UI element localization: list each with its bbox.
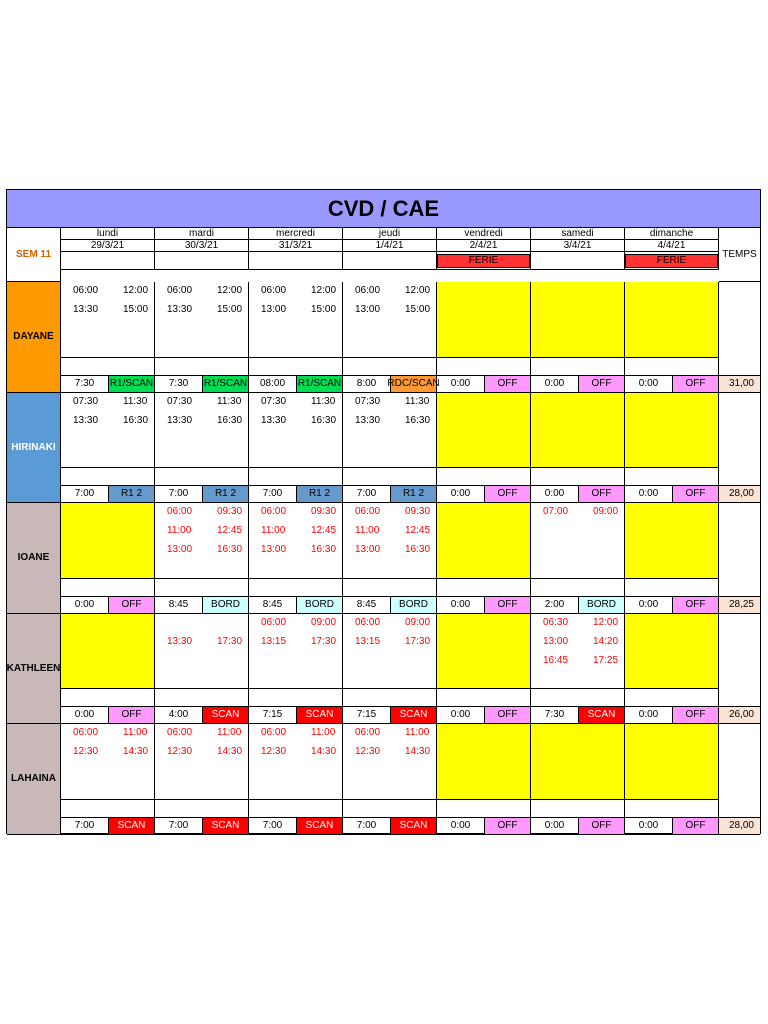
shift-end: 16:30	[123, 415, 149, 426]
day-note-cell	[531, 252, 625, 270]
spacer-cell	[155, 799, 249, 817]
day-date: 2/4/21	[437, 240, 531, 252]
day-note-cell	[343, 252, 437, 270]
spacer-cell	[61, 357, 155, 375]
shift-code: BORD	[202, 596, 249, 614]
spacer-cell	[437, 799, 531, 817]
day-name: lundi	[61, 228, 155, 240]
shift-end: 11:00	[123, 727, 148, 738]
shift-code: R1 2	[296, 485, 343, 503]
shift-cell	[61, 393, 155, 467]
hours-value: 7:30	[155, 375, 202, 393]
shift-end: 12:00	[123, 285, 149, 296]
day-note-cell	[625, 252, 719, 270]
hours-value: 0:00	[531, 485, 578, 503]
spacer-cell	[437, 467, 531, 485]
shift-code: R1 2	[108, 485, 155, 503]
hours-value: 8:00	[343, 375, 390, 393]
shift-end: 16:30	[311, 415, 337, 426]
hours-value: 0:00	[437, 375, 484, 393]
hours-value: 7:00	[61, 817, 108, 835]
hours-value: 0:00	[625, 706, 672, 724]
shift-start: 11:00	[167, 525, 192, 536]
shift-end: 11:00	[311, 727, 336, 738]
shift-cell	[249, 503, 343, 578]
hours-value: 0:00	[625, 817, 672, 835]
shift-start: 06:30	[543, 617, 569, 628]
shift-start: 06:00	[355, 727, 381, 738]
hours-value: 7:00	[343, 485, 390, 503]
shift-start: 13:00	[355, 304, 381, 315]
shift-end: 11:30	[123, 396, 148, 407]
shift-code: OFF	[578, 485, 625, 503]
shift-end: 12:45	[217, 525, 243, 536]
spacer-cell	[531, 578, 625, 596]
shift-start: 06:00	[167, 506, 193, 517]
shift-end: 09:00	[405, 617, 431, 628]
shift-start: 06:00	[355, 617, 381, 628]
spacer-cell	[249, 467, 343, 485]
shift-code: R1 2	[202, 485, 249, 503]
day-note-cell	[61, 252, 155, 270]
shift-code: OFF	[484, 817, 531, 835]
shift-cell	[437, 614, 531, 688]
holiday-badge: FERIE	[437, 254, 530, 268]
temps-blank	[719, 282, 760, 375]
shift-code: OFF	[108, 706, 155, 724]
shift-end: 09:00	[311, 617, 337, 628]
spacer-cell	[625, 357, 719, 375]
shift-cell	[155, 282, 249, 357]
shift-code: OFF	[484, 485, 531, 503]
hours-value: 0:00	[531, 375, 578, 393]
day-name: dimanche	[625, 228, 719, 240]
shift-end: 12:45	[405, 525, 431, 536]
spacer-cell	[531, 799, 625, 817]
shift-end: 09:30	[311, 506, 337, 517]
shift-end: 11:00	[405, 727, 430, 738]
shift-end: 15:00	[405, 304, 431, 315]
spacer-cell	[249, 688, 343, 706]
shift-start: 12:30	[167, 746, 193, 757]
spacer-cell	[155, 467, 249, 485]
shift-start: 07:30	[261, 396, 287, 407]
shift-end: 15:00	[123, 304, 149, 315]
shift-code: BORD	[390, 596, 437, 614]
day-note-cell	[249, 252, 343, 270]
shift-code: R1/SCAN	[108, 375, 155, 393]
hours-value: 7:00	[343, 817, 390, 835]
temps-value: 31,00	[719, 375, 760, 393]
day-date: 4/4/21	[625, 240, 719, 252]
shift-cell	[249, 614, 343, 688]
staff-name: IOANE	[7, 503, 61, 614]
shift-code: SCAN	[390, 706, 437, 724]
shift-end: 16:30	[405, 544, 431, 555]
shift-start: 12:30	[73, 746, 99, 757]
shift-end: 11:30	[405, 396, 430, 407]
shift-code: SCAN	[108, 817, 155, 835]
shift-cell	[155, 724, 249, 799]
shift-end: 09:30	[217, 506, 243, 517]
shift-cell	[437, 393, 531, 467]
spacer-cell	[625, 467, 719, 485]
shift-end: 15:00	[217, 304, 243, 315]
temps-value: 26,00	[719, 706, 760, 724]
shift-start: 13:00	[543, 636, 569, 647]
shift-code: RDC/SCAN	[390, 375, 437, 393]
schedule-sheet	[6, 189, 761, 834]
spacer-cell	[625, 578, 719, 596]
shift-start: 07:00	[543, 506, 569, 517]
shift-cell	[61, 614, 155, 688]
shift-cell	[343, 282, 437, 357]
shift-start: 13:00	[261, 304, 287, 315]
shift-end: 12:45	[311, 525, 337, 536]
shift-cell	[155, 393, 249, 467]
shift-cell	[625, 614, 719, 688]
spacer-cell	[343, 357, 437, 375]
hours-value: 0:00	[437, 706, 484, 724]
shift-start: 11:00	[261, 525, 286, 536]
shift-cell	[625, 393, 719, 467]
shift-code: SCAN	[578, 706, 625, 724]
shift-cell	[531, 393, 625, 467]
day-date: 1/4/21	[343, 240, 437, 252]
day-name: vendredi	[437, 228, 531, 240]
spacer-cell	[437, 578, 531, 596]
hours-value: 0:00	[625, 375, 672, 393]
staff-name: KATHLEEN	[7, 614, 61, 724]
spacer-cell	[61, 578, 155, 596]
shift-start: 13:30	[167, 415, 193, 426]
shift-code: OFF	[484, 596, 531, 614]
shift-end: 15:00	[311, 304, 337, 315]
hours-value: 0:00	[625, 485, 672, 503]
shift-cell	[343, 503, 437, 578]
shift-cell	[249, 393, 343, 467]
shift-start: 13:30	[355, 415, 381, 426]
shift-code: OFF	[484, 375, 531, 393]
shift-code: SCAN	[296, 817, 343, 835]
shift-code: R1/SCAN	[202, 375, 249, 393]
shift-start: 12:30	[261, 746, 287, 757]
hours-value: 7:00	[61, 485, 108, 503]
spacer-cell	[343, 688, 437, 706]
spacer-cell	[531, 357, 625, 375]
shift-code: OFF	[484, 706, 531, 724]
shift-code: R1/SCAN	[296, 375, 343, 393]
shift-start: 13:30	[261, 415, 287, 426]
shift-code: BORD	[296, 596, 343, 614]
shift-end: 11:00	[217, 727, 242, 738]
shift-cell	[531, 724, 625, 799]
temps-blank	[719, 393, 760, 485]
hours-value: 0:00	[437, 817, 484, 835]
shift-start: 13:00	[261, 544, 287, 555]
shift-end: 12:00	[217, 285, 243, 296]
shift-start: 06:00	[355, 285, 381, 296]
shift-start: 07:30	[73, 396, 99, 407]
shift-start: 07:30	[167, 396, 193, 407]
hours-value: 0:00	[531, 817, 578, 835]
hours-value: 4:00	[155, 706, 202, 724]
day-name: mercredi	[249, 228, 343, 240]
shift-start: 11:00	[355, 525, 380, 536]
temps-blank	[719, 503, 760, 596]
shift-end: 09:30	[405, 506, 431, 517]
shift-end: 16:30	[405, 415, 431, 426]
shift-start: 07:30	[355, 396, 381, 407]
shift-start: 13:30	[167, 304, 193, 315]
hours-value: 0:00	[625, 596, 672, 614]
shift-start: 13:00	[167, 544, 193, 555]
shift-start: 06:00	[261, 285, 287, 296]
day-name: jeudi	[343, 228, 437, 240]
spacer-cell	[625, 688, 719, 706]
shift-cell	[343, 614, 437, 688]
shift-start: 13:30	[73, 415, 99, 426]
shift-cell	[343, 724, 437, 799]
shift-end: 17:30	[311, 636, 337, 647]
hours-value: 0:00	[437, 596, 484, 614]
shift-code: OFF	[672, 706, 719, 724]
temps-blank	[719, 614, 760, 706]
shift-start: 06:00	[73, 285, 99, 296]
spacer-cell	[155, 578, 249, 596]
shift-code: SCAN	[202, 706, 249, 724]
spacer-cell	[249, 799, 343, 817]
spacer-cell	[437, 357, 531, 375]
shift-start: 13:30	[167, 636, 193, 647]
hours-value: 0:00	[437, 485, 484, 503]
shift-cell	[531, 503, 625, 578]
shift-cell	[343, 393, 437, 467]
shift-end: 16:30	[217, 544, 243, 555]
shift-code: OFF	[672, 596, 719, 614]
temps-value: 28,00	[719, 485, 760, 503]
hours-value: 7:00	[249, 485, 296, 503]
shift-code: OFF	[672, 485, 719, 503]
shift-end: 17:30	[217, 636, 243, 647]
shift-end: 09:00	[593, 506, 619, 517]
shift-start: 06:00	[167, 285, 193, 296]
shift-start: 06:00	[261, 617, 287, 628]
hours-value: 8:45	[155, 596, 202, 614]
shift-cell	[531, 282, 625, 357]
spacer-cell	[249, 578, 343, 596]
shift-code: OFF	[578, 375, 625, 393]
spacer-cell	[155, 357, 249, 375]
hours-value: 0:00	[61, 706, 108, 724]
spacer-cell	[61, 799, 155, 817]
shift-code: OFF	[672, 817, 719, 835]
shift-code: SCAN	[390, 817, 437, 835]
shift-cell	[61, 724, 155, 799]
hours-value: 0:00	[61, 596, 108, 614]
shift-cell	[437, 503, 531, 578]
shift-end: 12:00	[593, 617, 619, 628]
shift-cell	[249, 724, 343, 799]
shift-cell	[625, 724, 719, 799]
shift-end: 11:30	[311, 396, 336, 407]
hours-value: 2:00	[531, 596, 578, 614]
shift-start: 06:00	[355, 506, 381, 517]
shift-code: OFF	[578, 817, 625, 835]
shift-start: 13:30	[73, 304, 99, 315]
shift-cell	[437, 282, 531, 357]
shift-end: 17:25	[593, 655, 619, 666]
holiday-badge: FERIE	[625, 254, 718, 268]
shift-end: 14:30	[405, 746, 431, 757]
shift-start: 16:45	[543, 655, 569, 666]
shift-end: 17:30	[405, 636, 431, 647]
shift-end: 14:30	[311, 746, 337, 757]
temps-header: TEMPS	[719, 228, 760, 282]
shift-end: 14:30	[123, 746, 149, 757]
hours-value: 8:45	[249, 596, 296, 614]
staff-name: LAHAINA	[7, 724, 61, 835]
hours-value: 8:45	[343, 596, 390, 614]
spacer-cell	[531, 688, 625, 706]
shift-start: 12:30	[355, 746, 381, 757]
shift-cell	[625, 503, 719, 578]
hours-value: 7:00	[249, 817, 296, 835]
shift-code: OFF	[108, 596, 155, 614]
day-note-cell	[155, 252, 249, 270]
spacer-cell	[343, 799, 437, 817]
hours-value: 08:00	[249, 375, 296, 393]
spacer-cell	[343, 578, 437, 596]
temps-value: 28,00	[719, 817, 760, 835]
shift-start: 06:00	[261, 727, 287, 738]
shift-end: 14:30	[217, 746, 243, 757]
shift-cell	[531, 614, 625, 688]
shift-cell	[61, 282, 155, 357]
spacer-cell	[61, 467, 155, 485]
shift-code: R1 2	[390, 485, 437, 503]
shift-cell	[155, 614, 249, 688]
temps-value: 28,25	[719, 596, 760, 614]
hours-value: 7:00	[155, 817, 202, 835]
spacer-cell	[61, 688, 155, 706]
shift-end: 14:20	[593, 636, 619, 647]
spacer-cell	[249, 357, 343, 375]
shift-start: 13:00	[355, 544, 381, 555]
hours-value: 7:15	[343, 706, 390, 724]
shift-cell	[437, 724, 531, 799]
day-date: 30/3/21	[155, 240, 249, 252]
week-label: SEM 11	[7, 228, 61, 282]
spacer-cell	[625, 799, 719, 817]
shift-code: OFF	[672, 375, 719, 393]
day-name: samedi	[531, 228, 625, 240]
shift-cell	[625, 282, 719, 357]
spacer-cell	[531, 467, 625, 485]
shift-end: 12:00	[311, 285, 337, 296]
shift-start: 13:15	[355, 636, 381, 647]
staff-name: HIRINAKI	[7, 393, 61, 503]
spacer-cell	[343, 467, 437, 485]
staff-name: DAYANE	[7, 282, 61, 393]
hours-value: 7:15	[249, 706, 296, 724]
shift-end: 16:30	[311, 544, 337, 555]
spacer-cell	[437, 688, 531, 706]
shift-start: 06:00	[167, 727, 193, 738]
shift-start: 06:00	[73, 727, 99, 738]
shift-code: SCAN	[202, 817, 249, 835]
day-date: 3/4/21	[531, 240, 625, 252]
shift-code: BORD	[578, 596, 625, 614]
shift-end: 16:30	[217, 415, 243, 426]
spacer-cell	[155, 688, 249, 706]
shift-cell	[155, 503, 249, 578]
sheet-title: CVD / CAE	[7, 190, 760, 228]
day-name: mardi	[155, 228, 249, 240]
shift-cell	[249, 282, 343, 357]
day-date: 29/3/21	[61, 240, 155, 252]
shift-end: 11:30	[217, 396, 242, 407]
shift-start: 13:15	[261, 636, 287, 647]
shift-end: 12:00	[405, 285, 431, 296]
shift-code: SCAN	[296, 706, 343, 724]
temps-blank	[719, 724, 760, 817]
hours-value: 7:00	[155, 485, 202, 503]
day-date: 31/3/21	[249, 240, 343, 252]
hours-value: 7:30	[61, 375, 108, 393]
shift-cell	[61, 503, 155, 578]
day-note-cell	[437, 252, 531, 270]
shift-start: 06:00	[261, 506, 287, 517]
hours-value: 7:30	[531, 706, 578, 724]
